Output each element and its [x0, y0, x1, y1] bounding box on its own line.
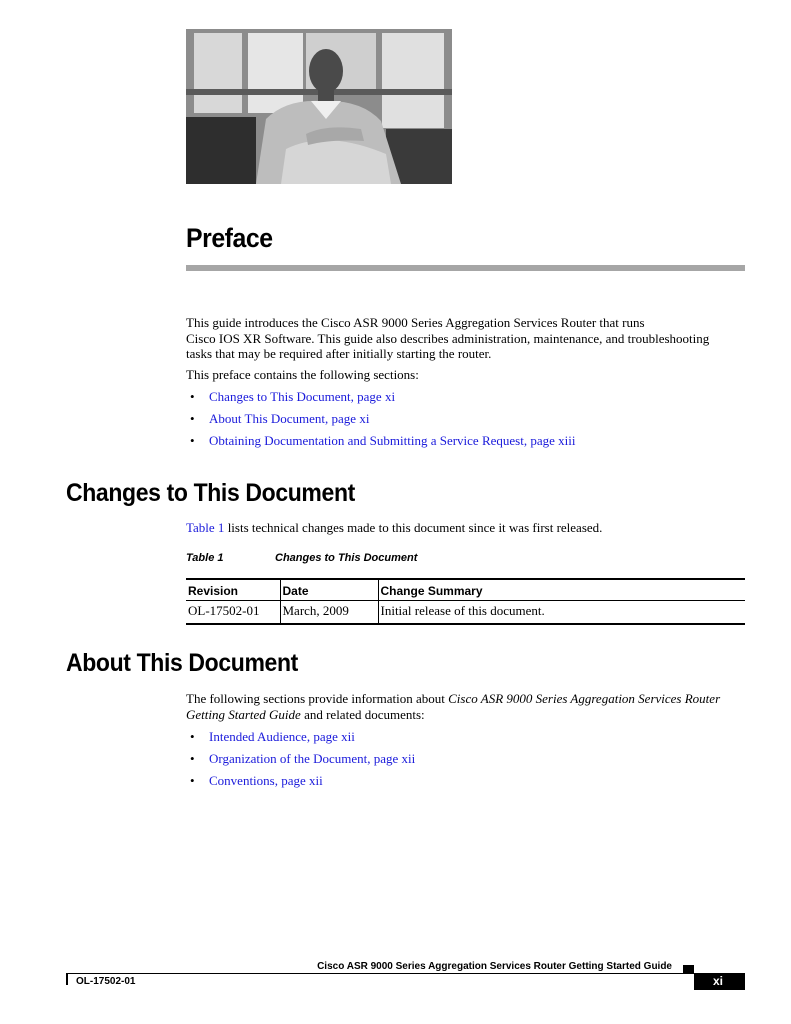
bullet-icon: • [190, 389, 195, 404]
list-item [190, 411, 575, 433]
title-rule [186, 265, 745, 271]
footer-rule [66, 973, 683, 974]
table-caption [186, 552, 418, 564]
guide-title-italic: Cisco ASR 9000 Series Aggregation Services Router [448, 691, 721, 706]
link-conventions[interactable]: Conventions, page xii [209, 773, 323, 788]
table-header-row [186, 579, 745, 601]
list-item [190, 389, 575, 411]
footer-left-tick [66, 973, 68, 985]
cell-revision: OL-17502-01 [186, 601, 280, 625]
bullet-icon: • [190, 433, 195, 448]
about-intro-suffix: and related documents: [300, 706, 425, 722]
changes-section-heading: Changes to This Document [66, 479, 355, 507]
bullet-icon: • [190, 751, 195, 766]
preface-photo [186, 29, 452, 184]
table-1-link[interactable]: Table 1 [186, 520, 225, 535]
link-about-this-document[interactable]: About This Document, page xi [209, 411, 370, 426]
preface-intro-paragraph [186, 315, 746, 362]
table-row [186, 601, 745, 625]
link-changes-to-this-document[interactable]: Changes to This Document, page xi [209, 389, 396, 404]
link-organization-of-the-document[interactable]: Organization of the Document, page xii [209, 751, 416, 766]
list-item [190, 729, 415, 751]
footer-guide-title: Cisco ASR 9000 Series Aggregation Services Router Getting Started Guide [317, 961, 672, 972]
changes-table [186, 578, 745, 625]
about-sections-list [190, 729, 415, 795]
intro-line: This guide introduces the Cisco ASR 9000 Series Aggregation Services Router that runs [186, 315, 645, 330]
cell-date: March, 2009 [280, 601, 378, 625]
bullet-icon: • [190, 729, 195, 744]
changes-intro-paragraph [186, 520, 746, 536]
about-intro-prefix: The following sections provide information about [186, 691, 449, 706]
footer-page-number: xi [694, 973, 745, 990]
footer-doc-number: OL-17502-01 [76, 976, 136, 987]
link-obtaining-documentation[interactable]: Obtaining Documentation and Submitting a Service Request, page xiii [209, 433, 576, 448]
page-title: Preface [186, 223, 273, 253]
column-header-revision: Revision [186, 579, 280, 601]
list-item [190, 773, 415, 795]
preface-sections-list [190, 389, 575, 455]
about-section-heading: About This Document [66, 649, 298, 677]
about-intro-paragraph [186, 691, 746, 722]
changes-intro-text: lists technical changes made to this document since it was first released. [224, 520, 603, 535]
bullet-icon: • [190, 411, 195, 426]
bullet-icon: • [190, 773, 195, 788]
table-label: Table 1 [186, 552, 224, 564]
column-header-change-summary: Change Summary [378, 579, 745, 601]
cell-change-summary: Initial release of this document. [378, 601, 745, 625]
table-title: Changes to This Document [275, 552, 418, 564]
intro-line: tasks that may be required after initially starting the router. [186, 346, 492, 361]
column-header-date: Date [280, 579, 378, 601]
list-item [190, 433, 575, 455]
link-intended-audience[interactable]: Intended Audience, page xii [209, 729, 355, 744]
sections-intro: This preface contains the following sections: [186, 367, 419, 382]
list-item [190, 751, 415, 773]
footer-marker [683, 965, 694, 974]
guide-title-italic: Getting Started Guide [186, 706, 301, 722]
intro-line: Cisco IOS XR Software. This guide also describes administration, maintenance, and troubleshooting [186, 330, 710, 346]
